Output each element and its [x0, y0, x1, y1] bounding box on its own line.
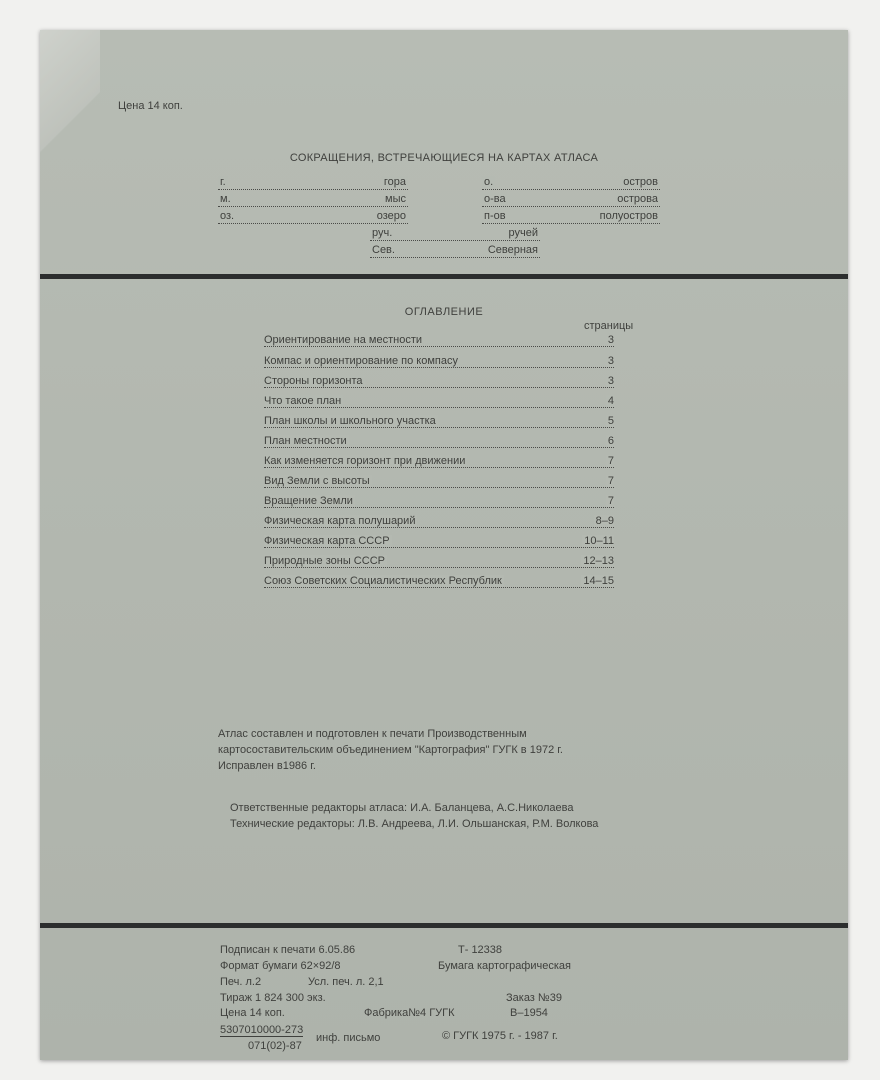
imprint-inf: инф. письмо [316, 1032, 381, 1044]
abbreviation-row [218, 176, 408, 192]
abbreviation-key: о. [484, 176, 494, 188]
toc-pages-label: страницы [584, 320, 634, 332]
toc-entry [264, 575, 614, 591]
abbreviation-value: острова [617, 193, 658, 205]
toc-title: ОГЛАВЛЕНИЕ [404, 306, 484, 318]
toc-entry [264, 455, 614, 471]
toc-entry-page: 8–9 [595, 515, 614, 527]
abbreviation-value: полуостров [599, 210, 658, 222]
imprint-v: В–1954 [510, 1007, 548, 1019]
toc-entry-page: 5 [607, 415, 614, 427]
toc-entry [264, 555, 614, 571]
atlas-back-cover [40, 30, 848, 1060]
imprint-price: Цена 14 коп. [220, 1007, 285, 1019]
imprint-format: Формат бумаги 62×92/8 [220, 960, 341, 972]
abbreviation-row [218, 193, 408, 209]
imprint-code1: 5307010000-273 [220, 1024, 304, 1036]
abbreviation-key: м. [220, 193, 231, 205]
imprint-order-t: Т- 12338 [458, 944, 503, 956]
toc-entry-page: 3 [607, 355, 614, 367]
divider-top [40, 274, 848, 279]
abbreviation-key: п-ов [484, 210, 506, 222]
abbreviation-row [482, 176, 660, 192]
abbreviation-value: гора [383, 176, 406, 188]
toc-entry [264, 435, 614, 451]
abbreviation-key: г. [220, 176, 226, 188]
editors-block [230, 800, 598, 832]
imprint-signed: Подписан к печати 6.05.86 [220, 944, 356, 956]
imprint-tirazh: Тираж 1 824 300 экз. [220, 992, 326, 1004]
toc-entry-page: 7 [607, 475, 614, 487]
imprint-code2: 071(02)-87 [248, 1040, 302, 1052]
responsible-editors: Ответственные редакторы атласа: И.А. Баланцева, А.С.Николаева [230, 802, 574, 814]
toc-entry [264, 535, 614, 551]
imprint-usl: Усл. печ. л. 2,1 [308, 976, 384, 988]
toc-entry [264, 415, 614, 431]
imprint-factory: Фабрика№4 ГУГК [364, 1007, 455, 1019]
credits-line: картосоставительским объединением "Картография" ГУГК в 1972 г. [218, 744, 563, 756]
divider-bottom [40, 923, 848, 928]
toc-entry-title: Союз Советских Социалистических Республик [264, 575, 502, 587]
imprint-pech: Печ. л.2 [220, 976, 262, 988]
abbreviation-value: мыс [385, 193, 406, 205]
toc-entry-title: Ориентирование на местности [264, 334, 423, 346]
abbreviation-row [370, 227, 540, 243]
imprint-paper: Бумага картографическая [438, 960, 571, 972]
toc-entry-title: Вращение Земли [264, 495, 353, 507]
toc-entry [264, 395, 614, 411]
credits-block [218, 726, 563, 774]
abbreviation-value: Северная [487, 244, 538, 256]
abbreviation-key: оз. [220, 210, 235, 222]
abbreviation-key: Сев. [372, 244, 395, 256]
abbreviation-row [218, 210, 408, 226]
abbreviation-key: о-ва [484, 193, 506, 205]
toc-entry-page: 4 [607, 395, 614, 407]
toc-entry [264, 475, 614, 491]
toc-entry-page: 14–15 [583, 575, 614, 587]
abbreviation-value: остров [623, 176, 658, 188]
toc-entry-title: Физическая карта полушарий [264, 515, 416, 527]
abbreviation-key: руч. [372, 227, 393, 239]
toc-entry-page: 10–11 [584, 535, 614, 547]
credits-line: Атлас составлен и подготовлен к печати Производственным [218, 728, 527, 740]
toc-entry-page: 3 [607, 334, 614, 346]
abbreviation-row [482, 210, 660, 226]
toc-entry-page: 12–13 [583, 555, 614, 567]
imprint-zakaz: Заказ №39 [506, 992, 562, 1004]
toc-entry-title: Что такое план [264, 395, 342, 407]
toc-entry-title: Как изменяется горизонт при движении [264, 455, 466, 467]
toc-entry-title: Компас и ориентирование по компасу [264, 355, 458, 367]
technical-editors: Технические редакторы: Л.В. Андреева, Л.И. Ольшанская, Р.М. Волкова [230, 818, 599, 830]
toc-entry-title: Вид Земли с высоты [264, 475, 370, 487]
toc-entry-title: Физическая карта СССР [264, 535, 390, 547]
abbreviation-value: ручей [508, 227, 538, 239]
toc-entry [264, 515, 614, 531]
toc-entry-title: Стороны горизонта [264, 375, 363, 387]
toc-entry [264, 375, 614, 391]
abbreviation-value: озеро [376, 210, 406, 222]
toc-entry [264, 334, 614, 350]
toc-entry [264, 355, 614, 371]
toc-entry-title: План местности [264, 435, 347, 447]
toc-entry-page: 7 [607, 455, 614, 467]
abbreviation-row [370, 244, 540, 260]
toc-entry-page: 7 [607, 495, 614, 507]
credits-line: Исправлен в1986 г. [218, 760, 316, 772]
toc-entry-title: План школы и школьного участка [264, 415, 436, 427]
toc-entry-page: 6 [607, 435, 614, 447]
abbreviations-title: СОКРАЩЕНИЯ, ВСТРЕЧАЮЩИЕСЯ НА КАРТАХ АТЛАСА [289, 152, 599, 164]
price-label: Цена 14 коп. [118, 100, 183, 112]
toc-entry-title: Природные зоны СССР [264, 555, 385, 567]
toc-entry [264, 495, 614, 511]
imprint-copyright: © ГУГК 1975 г. - 1987 г. [442, 1030, 558, 1042]
toc-entry-page: 3 [607, 375, 614, 387]
abbreviation-row [482, 193, 660, 209]
